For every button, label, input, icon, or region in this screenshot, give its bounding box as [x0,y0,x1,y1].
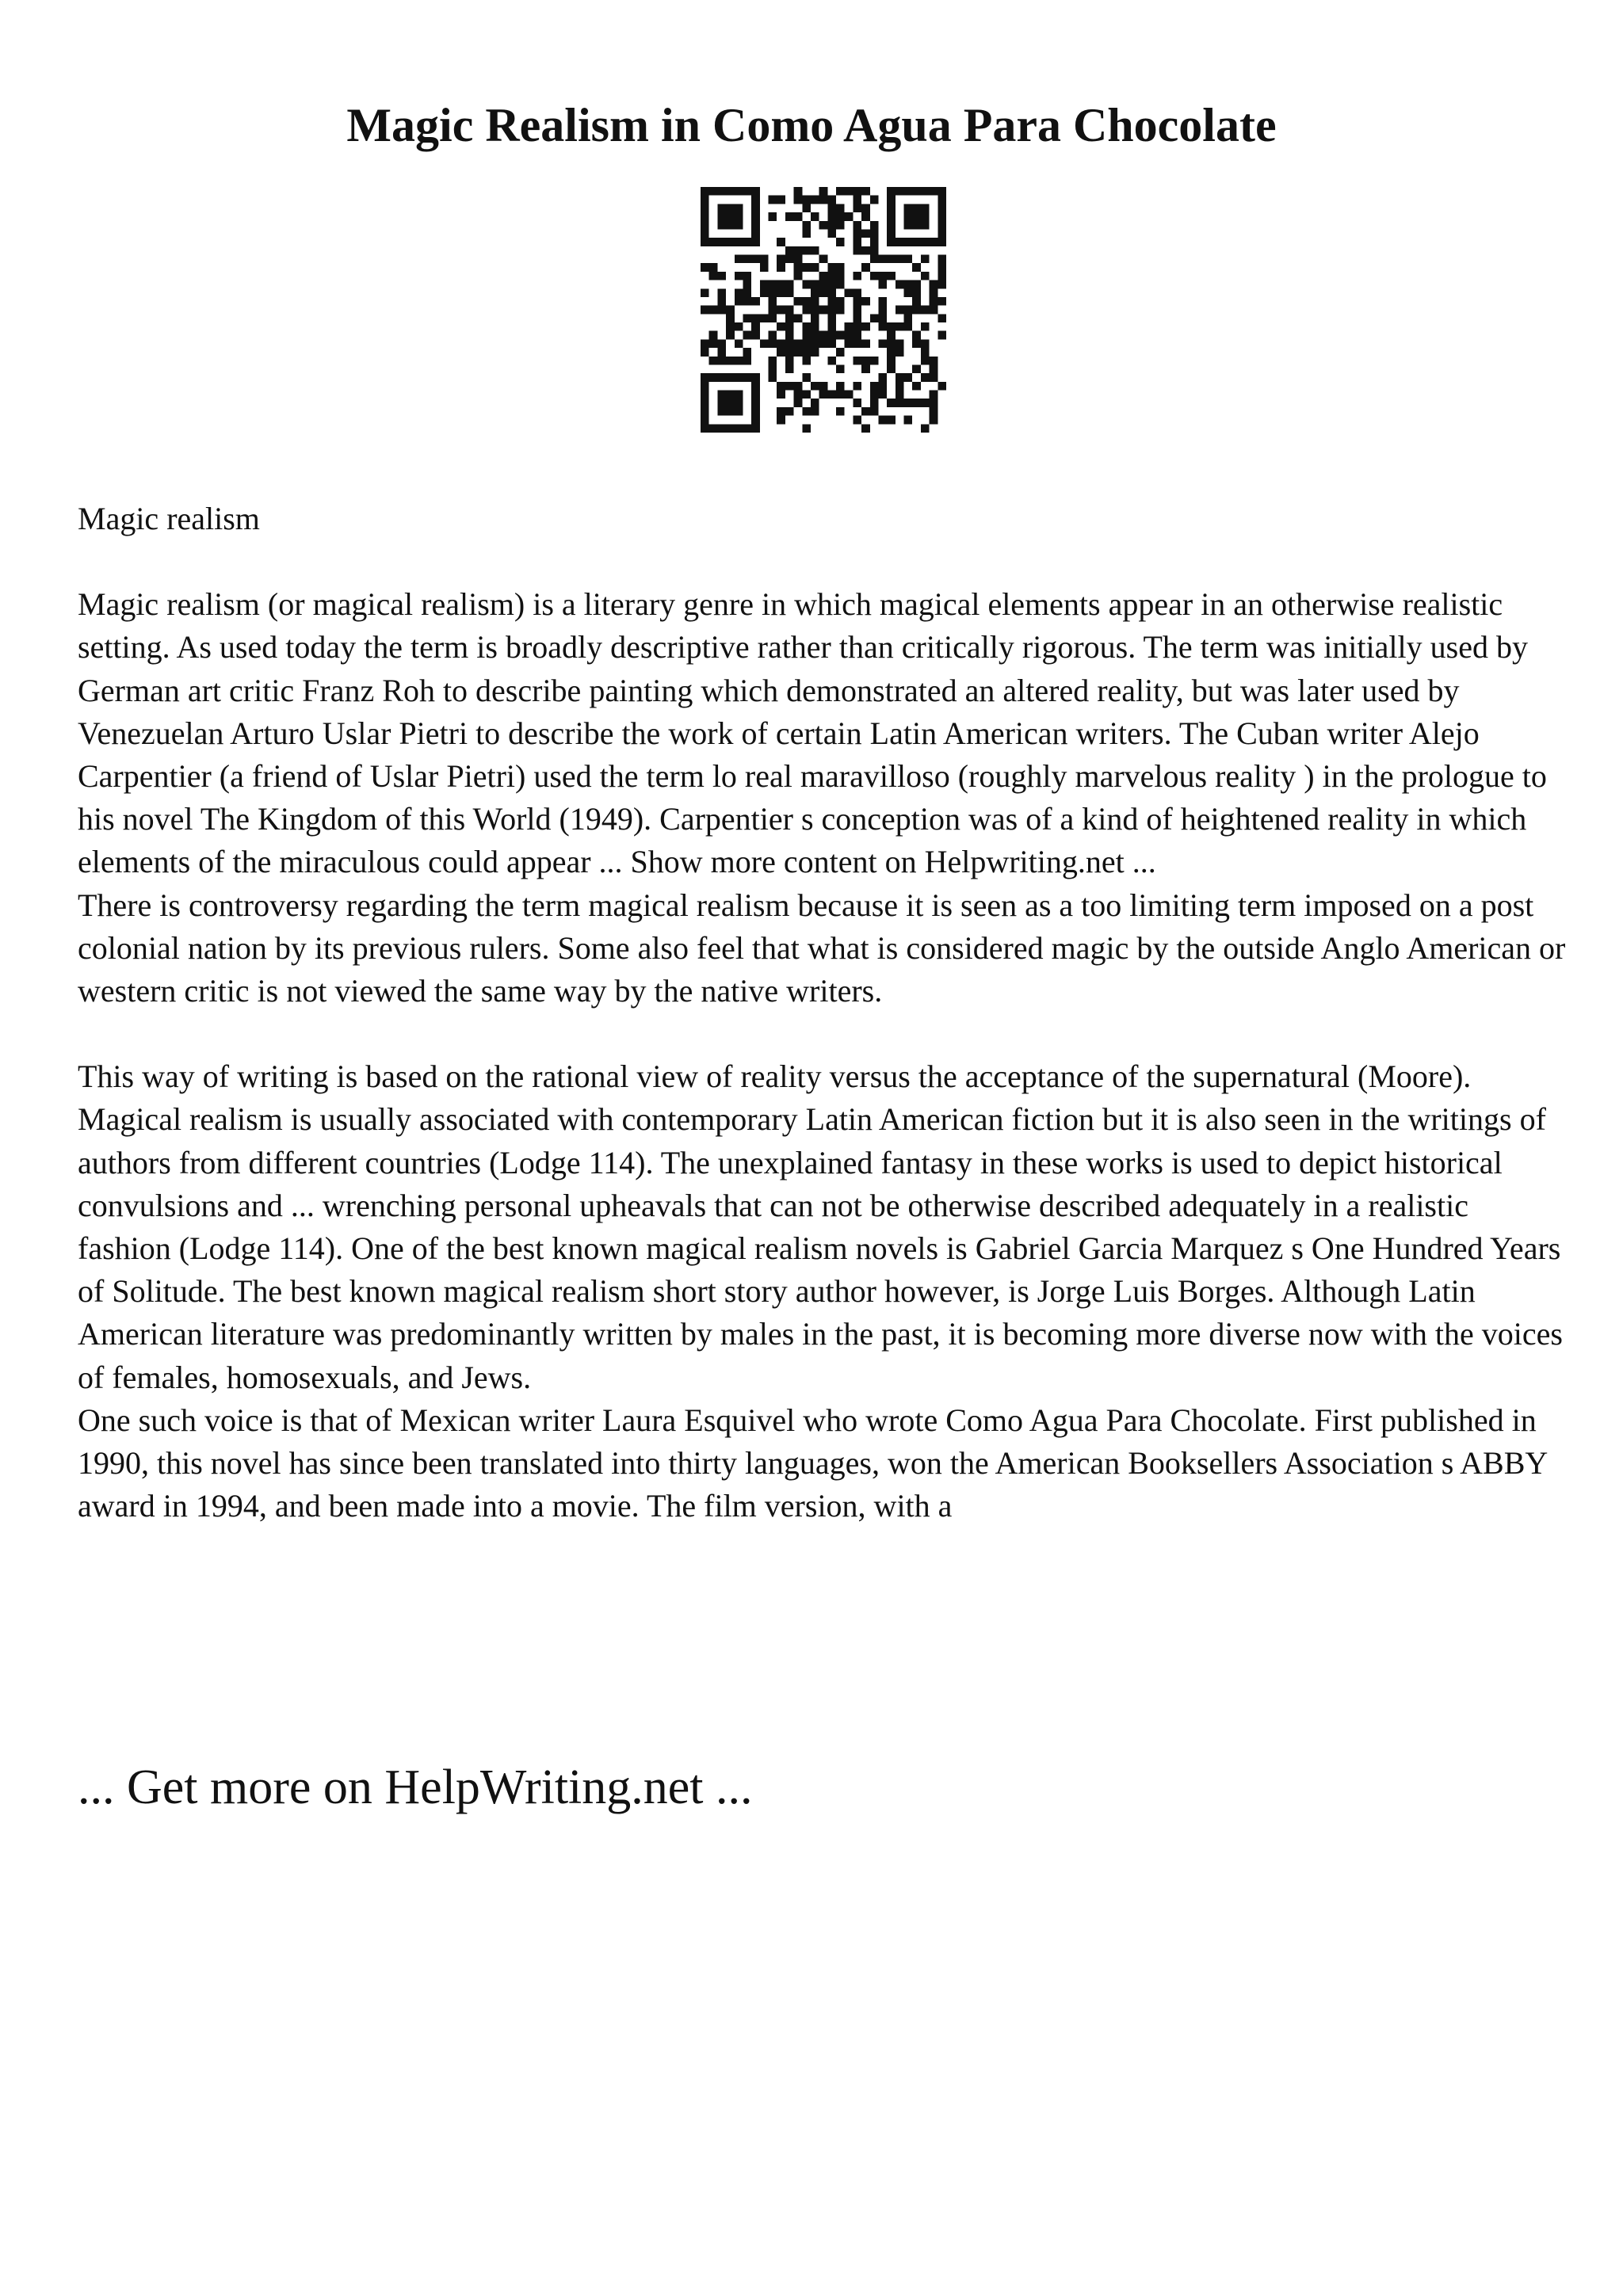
document-body [78,498,1568,1527]
page-title: Magic Realism in Como Agua Para Chocolate [346,99,1277,151]
get-more-link[interactable]: ... Get more on HelpWriting.net ... [78,1760,753,1814]
paragraph-4: One such voice is that of Mexican writer Laura Esquivel who wrote Como Agua Para Chocolate. First published in 1990, this novel has since been translated into thirty languages, won the American Booksellers Association s ABBY award in 1994, and been made into a movie. The film version, with a [78,1402,1547,1524]
paragraph-1: Magic realism (or magical realism) is a literary genre in which magical elements appear in an otherwise realistic setting. As used today the term is broadly descriptive rather than critically rigorous. The term was initially used by German art critic Franz Roh to describe painting which demonstrated an altered reality, but was later used by Venezuelan Arturo Uslar Pietri to describe the work of certain Latin American writers. The Cuban writer Alejo Carpentier (a friend of Uslar Pietri) used the term lo real maravilloso (roughly marvelous reality ) in the prologue to his novel The Kingdom of this World (1949). Carpentier s conception was of a kind of heightened reality in which elements of the miraculous could appear ... Show more content on Helpwriting.net ... [78,586,1547,880]
paragraph-spacer [78,540,1568,583]
section-heading: Magic realism [78,501,260,536]
paragraph-2: There is controversy regarding the term magical realism because it is seen as a too limiting term imposed on a post colonial nation by its previous rulers. Some also feel that what is considered magic by the outside Anglo American or western critic is not viewed the same way by the native writers. [78,887,1566,1009]
paragraph-spacer [78,1013,1568,1055]
qr-code-icon[interactable] [701,187,946,433]
paragraph-3: This way of writing is based on the rational view of reality versus the acceptance of the supernatural (Moore). Magical realism is usually associated with contemporary Latin American fiction but it is also seen in the writings of authors from different countries (Lodge 114). The unexplained fantasy in these works is used to depict historical convulsions and ... wrenching personal upheavals that can not be otherwise described adequately in a realistic fashion (Lodge 114). One of the best known magical realism novels is Gabriel Garcia Marquez s One Hundred Years of Solitude. The best known magical realism short story author however, is Jorge Luis Borges. Although Latin American literature was predominantly written by males in the past, it is becoming more diverse now with the voices of females, homosexuals, and Jews. [78,1058,1563,1395]
